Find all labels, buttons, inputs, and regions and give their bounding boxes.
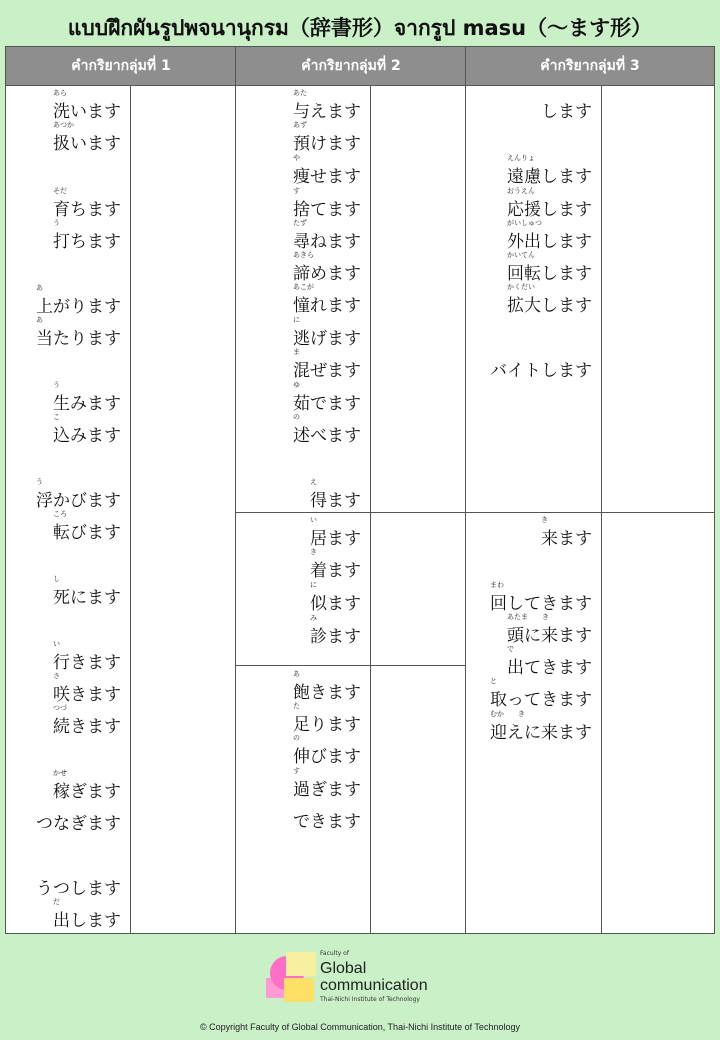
furigana: こ	[53, 413, 60, 421]
furigana: う	[36, 478, 43, 486]
verb-group3b: 迎えに来ます	[490, 723, 592, 743]
furigana: ま	[293, 348, 300, 356]
furigana: かいてん	[507, 251, 535, 259]
answer-divider	[601, 85, 602, 933]
divider	[465, 47, 466, 933]
furigana: き	[541, 516, 548, 524]
verb-group2a: 捨てます	[293, 200, 361, 220]
divider	[235, 665, 465, 666]
verb-group3a: 拡大します	[507, 296, 592, 316]
furigana: い	[53, 640, 60, 648]
verb-group1: うつします	[36, 879, 121, 899]
furigana: だ	[53, 898, 60, 906]
verb-group3b: 回してきます	[490, 594, 592, 614]
verb-group1: つなぎます	[36, 814, 121, 834]
verb-group2a: 茹でます	[293, 394, 361, 414]
verb-group2a: 痩せます	[293, 167, 361, 187]
furigana: え	[310, 478, 317, 486]
furigana: おうえん	[507, 187, 535, 195]
furigana: あこが	[293, 283, 314, 291]
furigana: そだ	[53, 187, 67, 195]
furigana: た	[293, 702, 300, 710]
verb-group2a: 得ます	[310, 491, 361, 511]
verb-group2b: 似ます	[310, 594, 361, 614]
verb-group3a: バイトします	[490, 361, 592, 381]
verb-group1: 稼ぎます	[53, 782, 121, 802]
furigana: で	[507, 645, 514, 653]
furigana: の	[293, 413, 300, 421]
verb-group3b: 頭に来ます	[507, 626, 592, 646]
answer-divider	[130, 85, 131, 933]
verb-group3b: 来ます	[541, 529, 592, 549]
verb-group1: 出します	[53, 911, 121, 931]
divider	[6, 85, 714, 86]
divider	[235, 47, 236, 933]
verb-group2b: 診ます	[310, 627, 361, 647]
header-group-2: คำกริยากลุ่มที่ 2	[301, 58, 401, 74]
furigana: あつか	[53, 121, 74, 129]
furigana: つづ	[53, 704, 67, 712]
header-group-3: คำกริยากลุ่มที่ 3	[540, 58, 640, 74]
furigana: まわ	[490, 581, 504, 589]
furigana: の	[293, 734, 300, 742]
verb-group1: 扱います	[53, 134, 121, 154]
furigana: あきら	[293, 251, 314, 259]
furigana: や	[293, 154, 300, 162]
verb-group2a: 憧れます	[293, 296, 361, 316]
furigana: み	[310, 614, 317, 622]
verb-group2a: 諦めます	[293, 264, 361, 284]
verb-group2c: できます	[293, 812, 361, 832]
furigana: す	[293, 187, 300, 195]
furigana: し	[53, 575, 60, 583]
divider	[235, 512, 714, 513]
verb-group3a: します	[541, 102, 592, 122]
verb-group2c: 飽きます	[293, 683, 361, 703]
verb-group3a: 応援します	[507, 200, 592, 220]
verb-group1: 込みます	[53, 426, 121, 446]
verb-group1: 生みます	[53, 394, 121, 414]
furigana: き	[310, 548, 317, 556]
furigana: ゆ	[293, 381, 300, 389]
furigana: す	[293, 767, 300, 775]
logo-line-2: communication	[320, 977, 428, 994]
conjugation-table	[5, 46, 715, 934]
furigana: あたま き	[507, 613, 549, 621]
logo-line-1: Global	[320, 960, 367, 977]
furigana: い	[310, 516, 317, 524]
header-group-1: คำกริยากลุ่มที่ 1	[71, 58, 171, 74]
furigana: えんりょ	[507, 154, 535, 162]
verb-group3a: 外出します	[507, 232, 592, 252]
verb-group2c: 過ぎます	[293, 780, 361, 800]
verb-group1: 咲きます	[53, 685, 121, 705]
verb-group2c: 足ります	[293, 715, 361, 735]
verb-group2a: 預けます	[293, 134, 361, 154]
verb-group3b: 出てきます	[507, 658, 592, 678]
verb-group3b: 取ってきます	[490, 690, 592, 710]
verb-group2b: 居ます	[310, 529, 361, 549]
furigana: ころ	[53, 510, 67, 518]
furigana: がいしゅつ	[507, 219, 542, 227]
furigana: う	[53, 219, 60, 227]
verb-group1: 打ちます	[53, 232, 121, 252]
verb-group1: 当たります	[36, 329, 121, 349]
faculty-logo	[262, 950, 462, 1006]
verb-group3a: 遠慮します	[507, 167, 592, 187]
page-title: แบบฝึกผันรูปพจนานุกรม（辞書形）จากรูป masu（〜ます形）	[67, 16, 653, 40]
verb-group2b: 着ます	[310, 561, 361, 581]
verb-group2a: 混ぜます	[293, 361, 361, 381]
furigana: あた	[293, 89, 307, 97]
verb-group2a: 与えます	[293, 102, 361, 122]
furigana: あ	[36, 284, 43, 292]
verb-group2a: 逃げます	[293, 329, 361, 349]
furigana: に	[293, 316, 300, 324]
copyright: © Copyright Faculty of Global Communication, Thai-Nichi Institute of Technology	[200, 1022, 520, 1032]
furigana: かせ	[53, 769, 67, 777]
furigana: かくだい	[507, 283, 535, 291]
verb-group1: 浮かびます	[36, 491, 121, 511]
verb-group2a: 述べます	[293, 426, 361, 446]
verb-group1: 続きます	[53, 717, 121, 737]
answer-divider	[370, 85, 371, 933]
verb-group1: 育ちます	[53, 200, 121, 220]
verb-group1: 死にます	[53, 588, 121, 608]
furigana: あら	[53, 89, 67, 97]
verb-group1: 上がります	[36, 297, 121, 317]
verb-group1: 転びます	[53, 523, 121, 543]
table-header	[6, 47, 714, 85]
verb-group3a: 回転します	[507, 264, 592, 284]
furigana: に	[310, 581, 317, 589]
verb-group2c: 伸びます	[293, 747, 361, 767]
furigana: たず	[293, 219, 307, 227]
furigana: むか き	[490, 710, 525, 718]
furigana: あ	[36, 316, 43, 324]
furigana: あ	[293, 670, 300, 678]
furigana: う	[53, 381, 60, 389]
verb-group1: 洗います	[53, 102, 121, 122]
furigana: あず	[293, 121, 307, 129]
logo-institute-text: Thai-Nichi Institute of Technology	[320, 996, 420, 1003]
logo-mark-icon	[262, 950, 320, 1006]
logo-small-text: Faculty of	[320, 950, 349, 957]
verb-group1: 行きます	[53, 653, 121, 673]
furigana: さ	[53, 672, 60, 680]
furigana: と	[490, 677, 497, 685]
verb-group2a: 尋ねます	[293, 232, 361, 252]
